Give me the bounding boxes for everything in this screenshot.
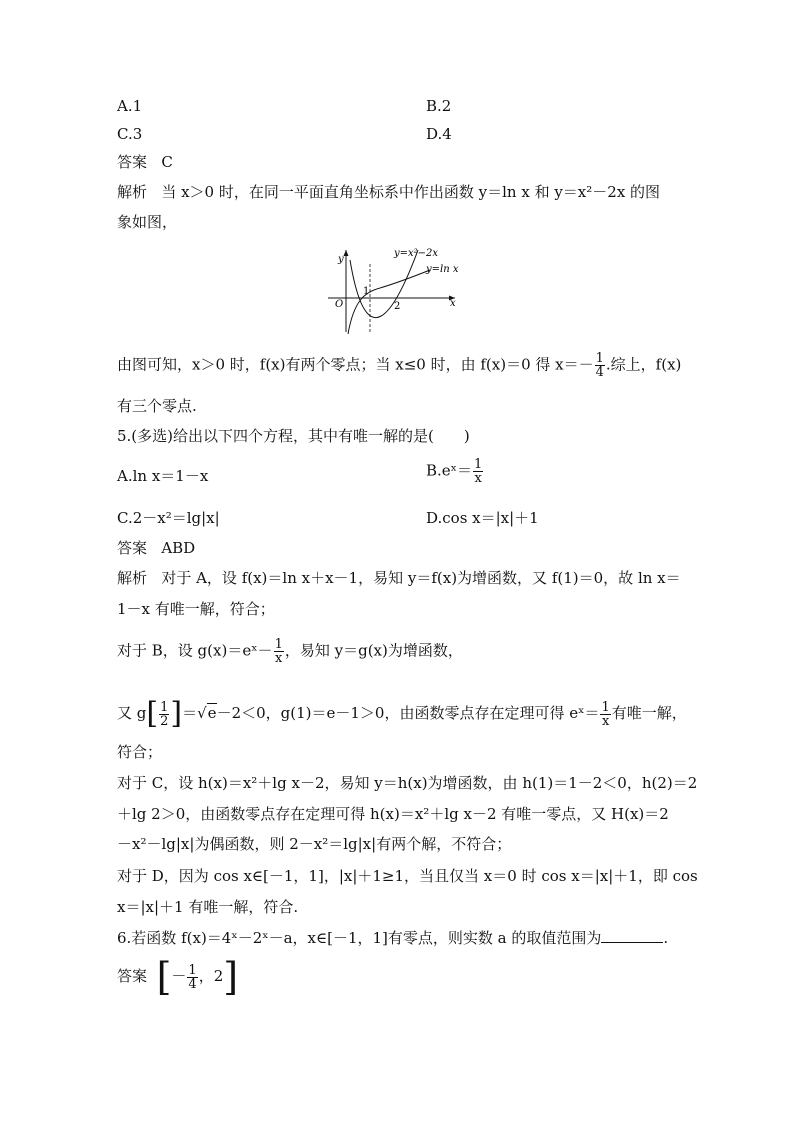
answer-label: 答案 bbox=[117, 967, 148, 985]
function-graph-figure bbox=[320, 240, 480, 336]
option-a: A.ln x＝1－x bbox=[117, 467, 209, 485]
analysis-text: 由图可知，x＞0 时，f(x)有两个零点；当 x≤0 时，由 f(x)＝0 得 x＝－ bbox=[117, 355, 594, 374]
option-c: C.2－x²＝lg|x| bbox=[117, 509, 220, 527]
tick-2: 2 bbox=[394, 301, 401, 312]
option-a: A.1 bbox=[117, 97, 143, 115]
analysis-line: x＝|x|＋1 有唯一解，符合. bbox=[117, 898, 299, 916]
option-d: D.4 bbox=[426, 125, 452, 143]
analysis-line bbox=[117, 182, 660, 202]
analysis-text: 当 x＞0 时，在同一平面直角坐标系中作出函数 y＝ln x 和 y＝x²－2x 的图 bbox=[161, 183, 661, 201]
analysis-line: ＋lg 2＞0，由函数零点存在定理可得 h(x)＝x²＋lg x－2 有唯一零点，又 H(x)＝2 bbox=[117, 805, 669, 823]
answer-label: 答案 bbox=[117, 539, 148, 557]
origin-label: O bbox=[335, 299, 344, 310]
answer-value: C bbox=[161, 153, 173, 171]
answer-label: 答案 bbox=[117, 153, 148, 171]
analysis-label: 解析 bbox=[117, 569, 148, 587]
analysis-line: 有三个零点. bbox=[117, 397, 197, 415]
curve2-label: y=ln x bbox=[426, 264, 459, 275]
analysis-label: 解析 bbox=[117, 183, 148, 201]
analysis-line bbox=[117, 568, 681, 588]
question-6-stem: 6.若函数 f(x)＝4ˣ－2ˣ－a，x∈[－1，1]有零点，则实数 a 的取值范围为 . bbox=[117, 929, 669, 947]
option-c: C.3 bbox=[117, 125, 143, 143]
tick-1: 1 bbox=[363, 286, 370, 297]
analysis-line: 1－x 有唯一解，符合； bbox=[117, 600, 275, 618]
analysis-line: 符合； bbox=[117, 743, 163, 761]
analysis-line: －x²－lg|x|为偶函数，则 2－x²＝lg|x|有两个解，不符合； bbox=[117, 835, 512, 853]
x-axis-label: x bbox=[450, 298, 456, 309]
y-axis-label: y bbox=[338, 254, 344, 265]
answer-value: ABD bbox=[161, 539, 196, 557]
analysis-line: 对于 B，设 g(x)＝eˣ－ $\frac{1}{x}$ ，易知 y＝g(x)为增函数， bbox=[117, 637, 463, 666]
analysis-line: 对于 C，设 h(x)＝x²＋lg x－2，易知 y＝h(x)为增函数，由 h(1)＝1－2＜0，h(2)＝2 bbox=[117, 774, 698, 792]
answer-q6: 答案 [－ $\frac{1}{4}$ ，2] bbox=[117, 955, 239, 999]
option-b: B.2 bbox=[426, 97, 452, 115]
answer-q4 bbox=[117, 152, 173, 172]
analysis-line: 对于 D，因为 cos x∈[－1，1]，|x|＋1≥1，当且仅当 x＝0 时 cos x＝|x|＋1，即 cos bbox=[117, 867, 698, 885]
answer-q5 bbox=[117, 538, 195, 558]
analysis-text: 对于 A，设 f(x)＝ln x＋x－1，易知 y＝f(x)为增函数，又 f(1)＝0，故 ln x＝ bbox=[161, 569, 681, 587]
option-d: D.cos x＝|x|＋1 bbox=[426, 509, 539, 527]
curve1-label: y=x²−2x bbox=[394, 248, 439, 259]
option-b: B.eˣ＝ $\frac{1}{x}$ bbox=[426, 457, 483, 486]
analysis-line bbox=[117, 352, 681, 379]
answer-blank bbox=[601, 928, 663, 943]
question-5-stem: 5.(多选)给出以下四个方程，其中有唯一解的是( ) bbox=[117, 427, 470, 445]
analysis-line: 又 g[ $\frac{1}{2}$ ]＝√e－2＜0，g(1)＝e－1＞0，由函数零点存在定理可得 eˣ＝ $\frac{1}{x}$ 有唯一解， bbox=[117, 696, 687, 731]
parabola-curve bbox=[350, 250, 418, 318]
analysis-text: .综上，f(x) bbox=[605, 355, 682, 374]
fraction: $\frac{1}{4}$ bbox=[595, 351, 604, 380]
analysis-line: 象如图， bbox=[117, 213, 178, 231]
